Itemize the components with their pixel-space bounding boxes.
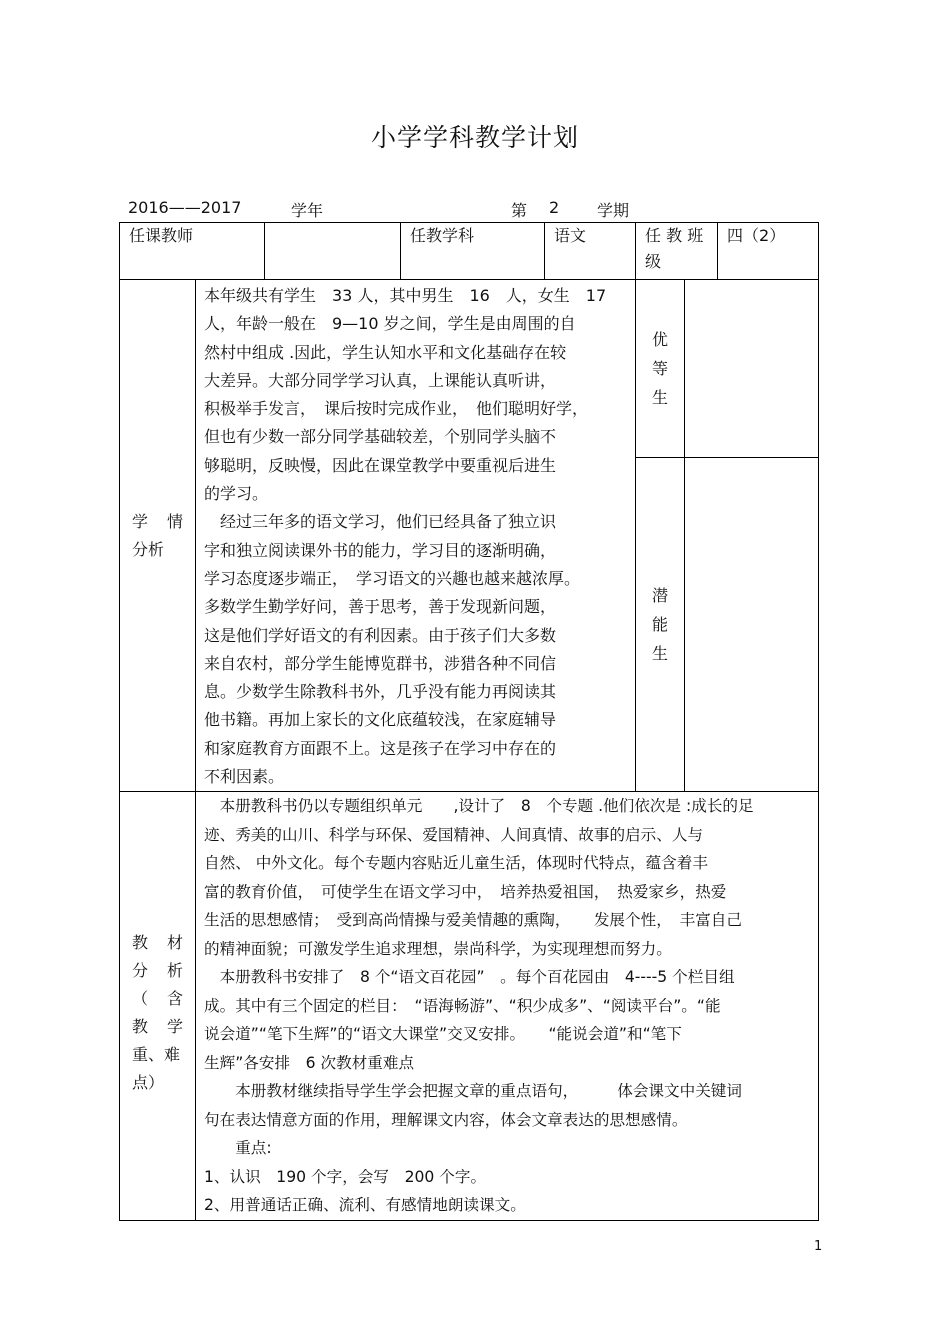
text-line: 人，年龄一般在 9—10 岁之间，学生是由周围的自 xyxy=(204,314,576,334)
text-line: 但也有少数一部分同学基础较差，个别同学头脑不 xyxy=(204,427,557,447)
text-line: 多数学生勤学好问，善于思考，善于发现新问题， xyxy=(204,597,557,617)
text-line: 富的教育价值， 可使学生在语文学习中， 培养热爱祖国， 热爱家乡，热爱 xyxy=(204,882,727,901)
student-analysis-label-line-2: 分析 xyxy=(132,539,165,559)
text-line: 不利因素。 xyxy=(204,767,285,787)
text-line: 说会道”“笔下生辉”的“语文大课堂”交叉安排。 “能说会道”和“笔下 xyxy=(204,1025,682,1044)
student-analysis-label-line-1: 学 情 xyxy=(132,511,183,531)
class-label xyxy=(636,223,718,280)
teacher-label: 任课教师 xyxy=(120,223,265,280)
teaching-plan-table xyxy=(119,222,819,1221)
potential-student-label xyxy=(636,457,685,792)
student-analysis-row xyxy=(120,280,819,458)
subject-value: 语文 xyxy=(545,223,636,280)
student-analysis-text xyxy=(196,280,636,792)
subject-label: 任教学科 xyxy=(401,223,545,280)
text-line: 本册教科书安排了 8 个“语文百花园” 。每个百花园由 4----5 个栏目组 xyxy=(204,968,735,987)
term-prefix: 第 xyxy=(511,201,528,220)
text-line: 和家庭教育方面跟不上。这是孩子在学习中存在的 xyxy=(204,738,557,758)
material-label-line: 点） xyxy=(132,1073,165,1093)
academic-year-word: 学年 xyxy=(291,201,324,220)
label-char: 能 xyxy=(652,615,669,635)
potential-student-value xyxy=(685,457,819,792)
text-line: 迹、秀美的山川、科学与环保、爱国精神、人间真情、故事的启示、人与 xyxy=(204,825,704,844)
text-line: 学习态度逐步端正， 学习语文的兴趣也越来越浓厚。 xyxy=(204,568,581,588)
label-char: 潜 xyxy=(652,586,669,606)
text-line: 息。少数学生除教科书外，几乎没有能力再阅读其 xyxy=(204,682,557,702)
class-label-line-1: 任 教 班 xyxy=(645,226,704,245)
text-line: 字和独立阅读课外书的能力，学习目的逐渐明确， xyxy=(204,540,557,560)
top-student-value xyxy=(685,280,819,458)
label-char: 优 xyxy=(652,329,669,349)
material-analysis-label xyxy=(120,792,196,1221)
material-analysis-row xyxy=(120,792,819,1221)
label-char: 生 xyxy=(652,387,669,407)
text-line: 本年级共有学生 33 人，其中男生 16 人，女生 17 xyxy=(204,286,607,305)
text-line: 经过三年多的语文学习，他们已经具备了独立识 xyxy=(204,512,557,532)
document-title: 小学学科教学计划 xyxy=(370,123,579,152)
student-analysis-label xyxy=(120,280,196,792)
top-student-label xyxy=(636,280,685,458)
class-label-line-2: 级 xyxy=(645,252,662,271)
text-line: 自然、 中外文化。每个专题内容贴近儿童生活，体现时代特点，蕴含着丰 xyxy=(204,854,708,873)
text-line: 他书籍。再加上家长的文化底蕴较浅，在家庭辅导 xyxy=(204,710,557,730)
text-line: 的精神面貌；可激发学生追求理想，崇尚科学，为实现理想而努力。 xyxy=(204,939,672,958)
term-word: 学期 xyxy=(597,201,630,220)
material-label-line: （ 含 xyxy=(132,989,183,1009)
page-number: 1 xyxy=(814,1239,823,1254)
text-line: 够聪明，反映慢，因此在课堂教学中要重视后进生 xyxy=(204,455,557,475)
text-line: 积极举手发言， 课后按时完成作业， 他们聪明好学， xyxy=(204,399,589,419)
text-line: 生辉”各安排 6 次教材重难点 xyxy=(204,1053,415,1072)
text-line: 本册教材继续指导学生学会把握文章的重点语句， 体会课文中关键词 xyxy=(204,1082,742,1101)
text-line: 这是他们学好语文的有利因素。由于孩子们大多数 xyxy=(204,625,557,645)
teacher-value xyxy=(265,223,401,280)
material-analysis-text xyxy=(196,792,819,1221)
term-number: 2 xyxy=(549,198,560,217)
text-line: 生活的思想感情； 受到高尚情操与爱美情趣的熏陶， 发展个性， 丰富自己 xyxy=(204,911,742,930)
text-line: 重点: xyxy=(204,1139,272,1158)
header-row xyxy=(120,223,819,280)
material-label-line: 教 材 xyxy=(132,933,183,953)
material-label-line: 教 学 xyxy=(132,1017,183,1037)
text-line: 句在表达情意方面的作用，理解课文内容，体会文章表达的思想感情。 xyxy=(204,1110,688,1129)
label-char: 等 xyxy=(652,358,669,378)
text-line: 成。其中有三个固定的栏目： “语海畅游”、“积少成多”、“阅读平台”。“能 xyxy=(204,996,721,1015)
label-char: 生 xyxy=(652,644,669,664)
material-label-line: 分 析 xyxy=(132,961,183,981)
text-line: 大差异。大部分同学学习认真，上课能认真听讲， xyxy=(204,370,557,390)
text-line: 来自农村，部分学生能博览群书，涉猎各种不同信 xyxy=(204,653,557,673)
text-line: 1、认识 190 个字，会写 200 个字。 xyxy=(204,1167,487,1186)
text-line: 然村中组成 .因此，学生认知水平和文化基础存在较 xyxy=(204,342,567,362)
material-label-line: 重、难 xyxy=(132,1045,181,1065)
academic-years: 2016——2017 xyxy=(128,198,242,217)
text-line: 2、用普通话正确、流利、有感情地朗读课文。 xyxy=(204,1196,526,1215)
class-value: 四（2） xyxy=(718,223,819,280)
text-line: 的学习。 xyxy=(204,484,269,504)
text-line: 本册教科书仍以专题组织单元 ,设计了 8 个专题 .他们依次是 :成长的足 xyxy=(204,797,754,816)
